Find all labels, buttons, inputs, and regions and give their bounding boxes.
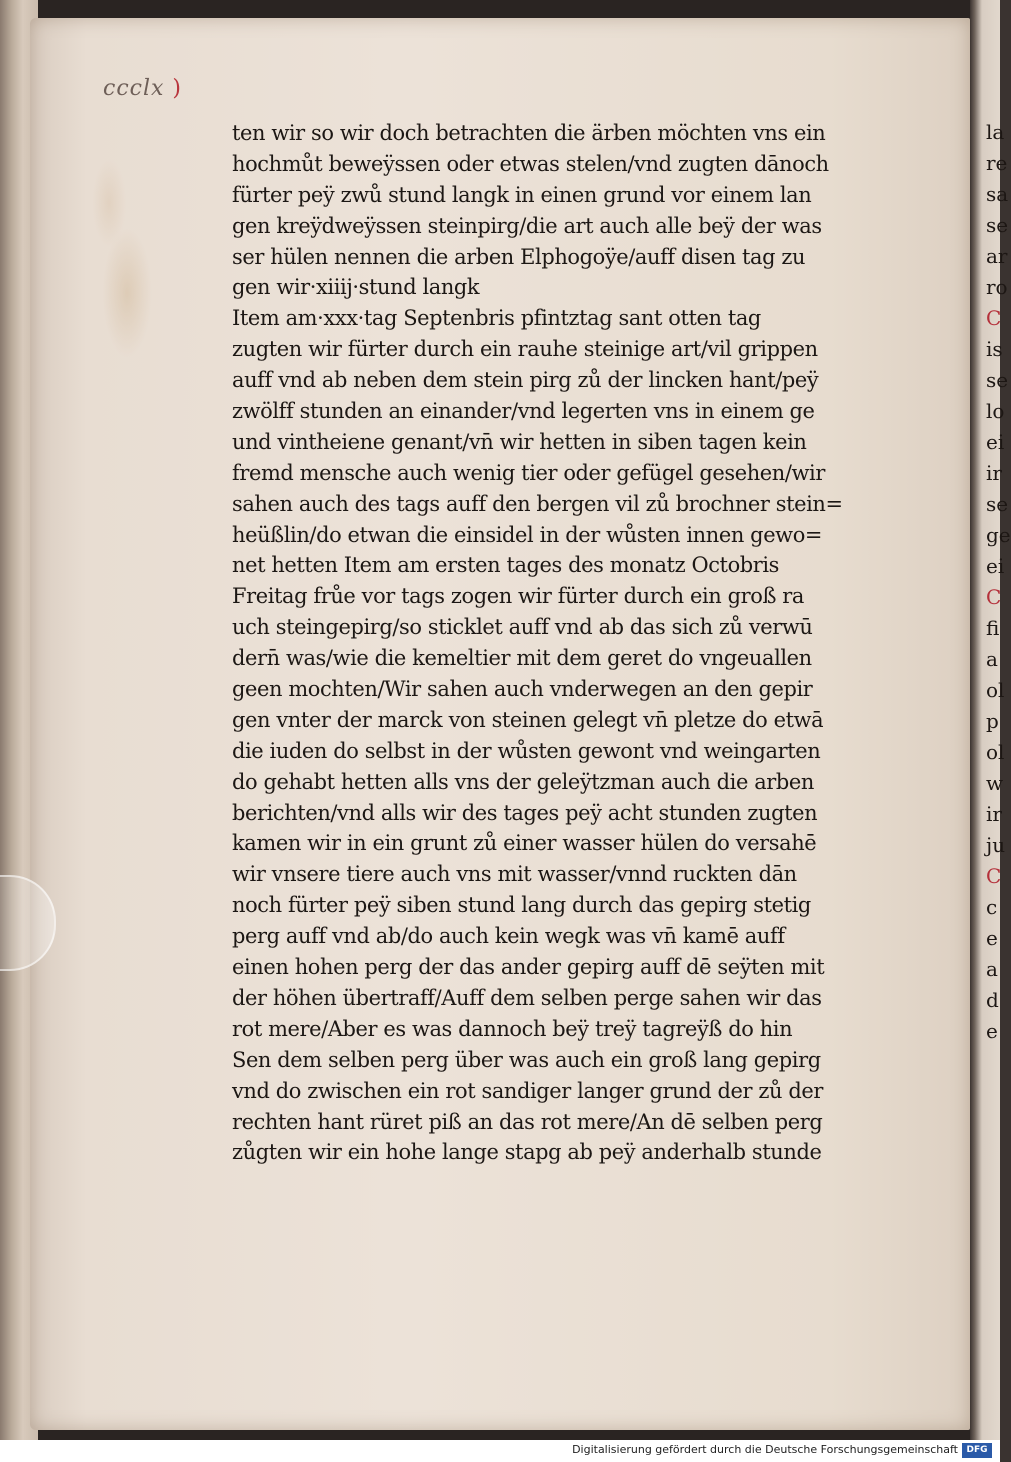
text-line: rot mere/Aber es was dannoch beÿ treÿ tagreÿß do hin [232,1016,793,1041]
facing-page-letter: a [986,957,998,981]
text-line: einen hohen perg der das ander gepirg auff dē seÿten mit [232,955,825,980]
text-line: fremd mensche auch wenig tier oder gefügel gesehen/wir [232,460,825,485]
footer [0,1440,1000,1462]
facing-page-letter: ol [986,678,1005,702]
facing-page-letter: fi [986,616,1000,640]
facing-page-letter: ei [986,430,1005,454]
text-line: kamen wir in ein grunt zů einer wasser hülen do versahē [232,831,817,856]
folio-number-text: ccclx [103,76,165,101]
text-block [232,118,882,1168]
facing-page-letter: ei [986,554,1005,578]
facing-page-letter: d [986,988,999,1012]
water-stain [102,228,152,358]
text-line: vnd do zwischen ein rot sandiger langer grund der zů der [232,1078,823,1103]
text-line: Item am·xxx·tag Septenbris pfintztag sant otten tag [232,306,761,331]
text-line: zwölff stunden an einander/vnd legerten vns in einem ge [232,399,815,424]
text-line: noch fürter peÿ siben stund lang durch das gepirg stetig [232,893,811,918]
text-line: wir vnsere tiere auch vns mit wasser/vnnd ruckten dān [232,862,797,887]
text-line: sahen auch des tags auff den bergen vil zů brochner stein= [232,491,843,516]
text-line: auff vnd ab neben dem stein pirg zů der lincken hant/peÿ [232,368,819,393]
text-line: der höhen übertraff/Auff dem selben perge sahen wir das [232,985,822,1010]
text-line: zůgten wir ein hohe lange stapg ab peÿ anderhalb stunde [232,1140,822,1165]
text-line: heüßlin/do etwan die einsidel in der wůsten innen gewo= [232,522,823,547]
text-line: dern̄ was/wie die kemeltier mit dem geret do vngeuallen [232,646,812,671]
text-line: ten wir so wir doch betrachten die ärben möchten vns ein [232,121,826,145]
facing-page-letter: ro [986,275,1008,299]
facing-page-letter: se [986,492,1009,516]
text-line: net hetten Item am ersten tages des monatz Octobris [232,553,780,578]
text-line: ser hülen nennen die arben Elphogoÿe/auff disen tag zu [232,244,806,269]
facing-page-letter: ol [986,740,1005,764]
text-line: geen mochten/Wir sahen auch vnderwegen an den gepir [232,677,813,702]
facing-page-letter: ir [986,461,1002,485]
footer-credit: Digitalisierung gefördert durch die Deutsche Forschungsgemeinschaft [572,1443,958,1456]
text-line: gen kreÿdweÿssen steinpirg/die art auch alle beÿ der was [232,213,822,238]
facing-page-letter: c [986,895,998,919]
text-line: hochmůt beweÿssen oder etwas stelen/vnd zugten dānoch [232,151,829,176]
folio-number [103,76,182,101]
dfg-logo: DFG [962,1443,992,1458]
facing-page-letter: a [986,647,998,671]
facing-page-letter: C [986,585,1002,609]
text-line: gen vnter der marck von steinen gelegt vn̄ pletze do etwā [232,707,824,732]
text-line: gen wir·xiiij·stund langk [232,275,480,300]
facing-page-letter: ir [986,802,1002,826]
facing-page-letter: ge [986,523,1011,547]
text-line: zugten wir fürter durch ein rauhe steinige art/vil grippen [232,337,818,362]
facing-page-edge [970,0,1011,1440]
facing-page-letter: se [986,213,1009,237]
facing-page-letter: C [986,306,1002,330]
text-line: rechten hant rüret piß an das rot mere/An dē selben perg [232,1109,823,1134]
facing-page-letter: la [986,120,1005,144]
facing-page-letter: re [986,151,1008,175]
facing-page-letter: p [986,709,999,733]
text-line: berichten/vnd alls wir des tages peÿ acht stunden zugten [232,800,818,825]
text-line: do gehabt hetten alls vns der geleÿtzman auch die arben [232,769,814,794]
facing-page-letter: lo [986,399,1005,423]
facing-page-letter: w [986,771,1004,795]
text-line: Freitag frůe vor tags zogen wir fürter durch ein groß ra [232,584,804,609]
text-line: Sen dem selben perg über was auch ein groß lang gepirg [232,1047,821,1072]
text-line: uch steingepirg/so sticklet auff vnd ab das sich zů verwū [232,615,813,640]
facing-page-letter: ar [986,244,1008,268]
facing-page-letter: is [986,337,1003,361]
facing-page-letter: sa [986,182,1009,206]
facing-page-letter: se [986,368,1009,392]
text-line: perg auff vnd ab/do auch kein wegk was vn̄ kamē auff [232,924,785,949]
text-line: die iuden do selbst in der wůsten gewont vnd weingarten [232,738,821,763]
facing-page-letter: e [986,926,998,950]
facing-page-letter: C [986,864,1002,888]
folio-mark: ) [172,76,183,101]
text-line: und vintheiene genant/vn̄ wir hetten in siben tagen kein [232,429,807,454]
text-line: fürter peÿ zwů stund langk in einen grund vor einem lan [232,182,812,207]
facing-page-letter: ju [986,833,1006,857]
facing-page-letter: e [986,1019,998,1043]
